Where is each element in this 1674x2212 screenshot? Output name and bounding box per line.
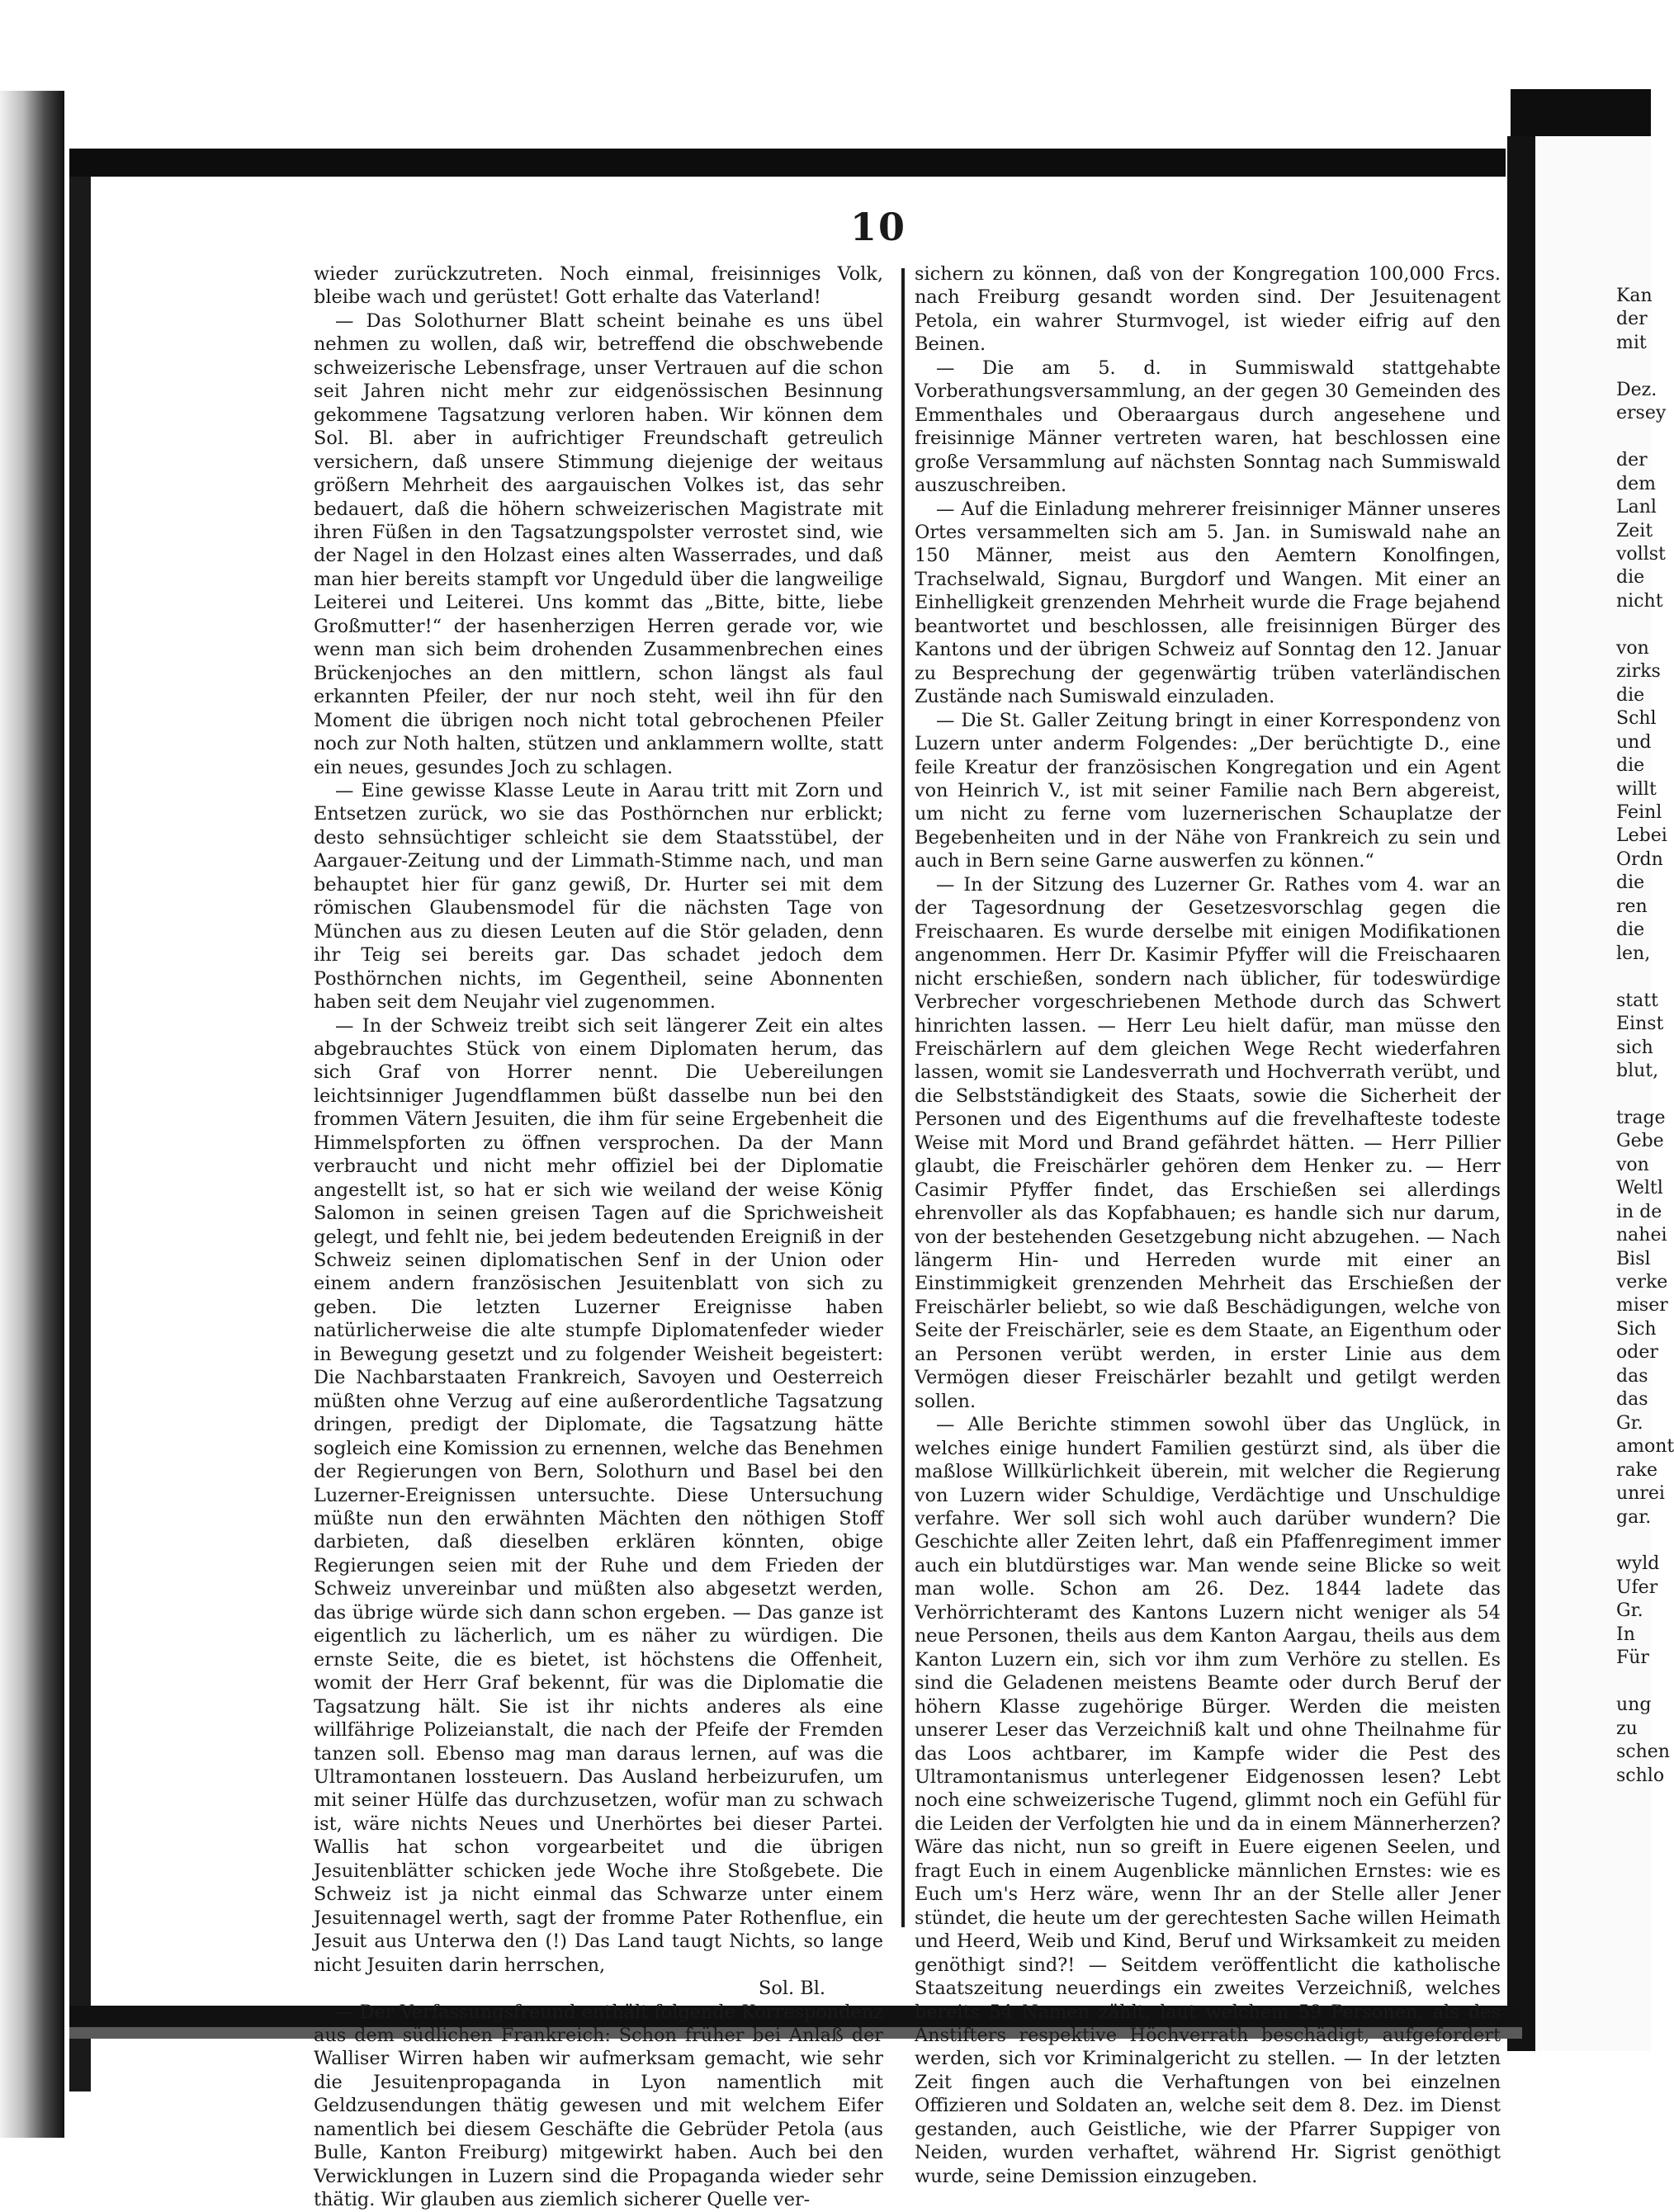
fragment-line: und	[1616, 731, 1652, 753]
fragment-line	[1616, 1529, 1651, 1553]
fragment-line: ersey	[1616, 403, 1667, 424]
fragment-line: schen	[1616, 1742, 1670, 1763]
fragment-line: Dez.	[1616, 379, 1657, 400]
fragment-line: die	[1616, 755, 1645, 777]
fragment-line: das	[1616, 1389, 1648, 1411]
fragment-line: dem	[1616, 473, 1656, 494]
fragment-line: Gr.	[1616, 1600, 1643, 1622]
article-paragraph: — Der Verfassungsfreund enthält folgende Korrespondenz aus dem südlichen Frankreich: Schon früher bei Anlaß der Walliser Wirren haben wir aufmerksam gemacht, wie sehr die Jesuitenpropaganda in Lyon namentlich mit Geldzusendungen thätig gewesen und mit welchem Eifer namentlich bei diesem Geschäfte die Gebrüder Petola (aus Bulle, Kanton Freiburg) mitgewirkt haben. Auch bei den Verwicklungen in Luzern sind die Propaganda wieder sehr thätig. Wir glauben aus ziemlich sicherer Quelle ver-	[314, 2001, 883, 2211]
fragment-line: Lanl	[1616, 497, 1657, 518]
fragment-line: schlo	[1616, 1765, 1665, 1786]
fragment-line: Gebe	[1616, 1131, 1664, 1152]
fragment-line: zu	[1616, 1718, 1638, 1739]
article-paragraph: — In der Schweiz treibt sich seit längerer Zeit ein altes abgebrauchtes Stück von einem Diplomaten herum, das sich Graf von Horrer nennt. Die Uebereilungen leichtsinniger Jugendflammen büßt dasselbe nun bei den frommen Vätern Jesuiten, die ihm für seine Ergebenheit die Himmelspforten zu öffnen versprochen. Da der Mann verbraucht und nicht mehr offiziel bei der Diplomatie angestellt ist, so hat er sich wie weiland der weise König Salomon in seinen greisen Tagen auf die Sprichweisheit gelegt, und fehlt nie, bei jedem bedeutenden Ereigniß in der Schweiz seinen diplomatischen Senf in der Union oder einem andern französischen Jesuitenblatt von sich zu geben. Die letzten Luzerner Ereignisse haben natürlicherweise die alte stumpfe Diplomatenfeder wieder in Bewegung gesetzt und zu folgender Weisheit begeistert: Die Nachbarstaaten Frankreich, Savoyen und Oesterreich müßten ohne Verzug auf eine außerordentliche Tagsatzung dringen, predigt der Diplomate, die Tagsatzung hätte sogleich eine Komission zu ernennen, welche das Benehmen der Regierungen von Bern, Solothurn und Basel bei den Luzerner-Ereignissen untersuchte. Diese Untersuchung müßte nun den erwähnten Mächten den nöthigen Stoff darbieten, daß dieselben erklären könnten, obige Regierungen seien mit der Ruhe und dem Frieden der Schweiz unvereinbar und müßten also abgesetzt werden, das übrige würde sich dann schon ergeben. — Das ganze ist eigentlich zu lächerlich, um es näher zu würdigen. Die ernste Seite, die es bietet, ist höchstens die Offenheit, womit der Herr Graf bekennt, für was die Diplomatie die Tagsatzung hält. Sie ist ihr nichts anderes als eine willfährige Polizeianstalt, die nach der Pfeife der Fremden tanzen soll. Ebenso mag man daraus lernen, auf was die Ultramontanen lossteuern. Das Ausland herbeizurufen, um mit seiner Hülfe das durchzusetzen, wofür man zu schwach ist, wäre nichts Neues und Unerhörtes bei dieser Partei. Wallis hat schon vorgearbeitet und die übrigen Jesuitenblätter schicken jede Woche ihre Stoßgebete. Die Schweiz ist ja nicht einmal das Schwarze unter einem Jesuitennagel werth, sagt der fromme Pater Rothenflue, ein Jesuit aus Unterwa den (!) Das Land taugt Nichts, so lange nicht Jesuiten darin herrschen,	[314, 1014, 883, 1976]
fragment-line: in de	[1616, 1201, 1662, 1222]
fragment-line	[1616, 355, 1651, 378]
fragment-line: oder	[1616, 1342, 1658, 1364]
fragment-line: mit	[1616, 332, 1647, 353]
fragment-line: statt	[1616, 990, 1658, 1011]
article-paragraph: sichern zu können, daß von der Kongregation 100,000 Frcs. nach Freiburg gesandt worden sind. Der Jesuitenagent Petola, ein wahrer Sturmvogel, ist wieder eifrig auf den Beinen.	[915, 263, 1501, 356]
fragment-line	[1616, 1083, 1651, 1106]
fragment-line: gar.	[1616, 1506, 1652, 1528]
fragment-line: Kan	[1616, 286, 1653, 306]
scan-edge-top-right	[1511, 89, 1651, 139]
article-paragraph: — In der Sitzung des Luzerner Gr. Rathes vom 4. war an der Tagesordnung der Gesetzesvorschlag gegen die Freischaaren. Es wurde derselbe mit einigen Modifikationen angenommen. Herr Dr. Kasimir Pfyffer will die Freischaaren nicht erschießen, sondern nach üblicher, für todeswürdige Verbrecher vorgeschriebenen Methode durch das Schwert hinrichten lassen. — Herr Leu hielt dafür, man müsse den Freischärlern auf dem gleichen Wege Recht wiederfahren lassen, womit sie Landesverrath und Hochverrath verübt, und die Selbstständigkeit des Staats, sowie die Sicherheit der Personen und des Eigenthums auf die frevelhafteste todeste Weise mit Mord und Brand gefährdet hätten. — Herr Pillier glaubt, die Freischärler gehören dem Henker zu. — Herr Casimir Pfyffer findet, das Erschießen sei allerdings ehrenvoller als das Kopfabhauen; es handle sich nur darum, von der bestehenden Gesetzgebung nicht abzugehen. — Nach längerm Hin- und Herreden wurde mit einer an Einstimmigkeit grenzenden Mehrheit das Erschießen der Freischärler beliebt, so wie daß Beschädigungen, welche von Seite der Freischärler, seie es dem Staate, an Eigenthum oder an Personen verübt werden, in erster Linie aus dem Vermögen dieser Freischärler bezahlt und getilgt werden sollen.	[915, 873, 1501, 1412]
article-source: Sol. Bl.	[759, 1978, 825, 2000]
fragment-line: von	[1616, 637, 1649, 659]
fragment-line: wyld	[1616, 1553, 1660, 1575]
fragment-line: blut,	[1616, 1060, 1659, 1081]
fragment-line: die	[1616, 567, 1645, 588]
fragment-line: rake	[1616, 1459, 1657, 1481]
fragment-line: sich	[1616, 1037, 1653, 1058]
article-paragraph: wieder zurückzutreten. Noch einmal, freisinniges Volk, bleibe wach und gerüstet! Gott erhalte das Vaterland!	[314, 263, 883, 309]
fragment-line: die	[1616, 872, 1645, 894]
fragment-line	[1616, 426, 1651, 449]
fragment-line: Bisl	[1616, 1248, 1651, 1269]
right-column	[915, 262, 1501, 2188]
fragment-line: Weltl	[1616, 1178, 1663, 1199]
fragment-line: Ordn	[1616, 848, 1663, 870]
article-paragraph: — Auf die Einladung mehrerer freisinniger Männer unseres Ortes versammelten sich am 5. Jan. in Sumiswald nahe an 150 Männer, meist aus den Aemtern Konolfingen, Trachselwald, Signau, Burgdorf und Wangen. Mit einer an Einhelligkeit grenzenden Mehrheit wurde die Frage bejahend beantwortet und beschlossen, alle freisinnigen Bürger des Kantons und der übrigen Schweiz auf Sonntag den 12. Januar zu Besprechung der gegenwärtig trüben vaterländischen Zustände nach Sumiswald einzuladen.	[915, 498, 1501, 708]
scan-border-left	[69, 177, 91, 2091]
fragment-line	[1616, 1671, 1651, 1694]
fragment-line: trage	[1616, 1107, 1666, 1128]
fragment-line: Für	[1616, 1647, 1649, 1669]
fragment-line: vollst	[1616, 543, 1666, 565]
left-column	[314, 262, 883, 2212]
fragment-line: Lebei	[1616, 825, 1667, 847]
fragment-line: ung	[1616, 1694, 1652, 1716]
next-page-fragments	[1616, 285, 1674, 1788]
fragment-line: amont	[1616, 1436, 1674, 1458]
fragment-line: nahei	[1616, 1225, 1667, 1246]
fragment-line: von	[1616, 1154, 1649, 1175]
fragment-line: Gr.	[1616, 1412, 1643, 1434]
fragment-line	[1616, 613, 1651, 636]
fragment-line: Einst	[1616, 1014, 1664, 1035]
article-paragraph: — Alle Berichte stimmen sowohl über das Unglück, in welches einige hundert Familien gestürzt sind, als über die maßlose Willkürlichkeit überein, mit welcher die Regierung von Luzern wider Schuldige, Verdächtige und Unschuldige verfahre. Wer soll sich wohl auch darüber wundern? Die Geschichte aller Zeiten lehrt, daß ein Pfaffenregiment immer auch ein blutdürstiges war. Man wende seine Blicke so weit man wolle. Schon am 26. Dez. 1844 ladete das Verhörrichteramt des Kantons Luzern nicht weniger als 54 neue Personen, theils aus dem Kanton Aargau, theils aus dem Kanton Luzern ein, sich vor ihm zum Verhöre zu stellen. Es sind die Geladenen meistens Beamte oder durch Beruf der höhern Klasse zugehörige Bürger. Werden die meisten unserer Leser das Verzeichniß kalt und ohne Theilnahme für das Loos achtbarer, im Kampfe wider die Pest des Ultramontanismus unterlegener Eidgenossen lesen? Lebt noch eine schweizerische Tugend, glimmt noch ein Gefühl für die Leiden der Verfolgten hie und da in einem Männerherzen? Wäre das nicht, nun so greift in Euere eigenen Seelen, und fragt Euch in einem Augenblicke männlichen Ernstes: wie es Euch um's Herz wäre, wenn Ihr an der Stelle aller Jener stündet, die heute um der gerechtesten Sache willen Heimath und Heerd, Weib und Kind, Beruf und Wirksamkeit zu meiden genöthigt sind?! — Seitdem veröffentlicht die katholische Staatszeitung neuerdings ein zweites Verzeichniß, welches bereits 54 Namen zählt, laut welchem 59 Personen, als des Anstifters respektive Höchverrath beschädigt, aufgefordert werden, sich vor Kriminalgericht zu stellen. — In der letzten Zeit fingen auch die Verhaftungen von bei einzelnen Offizieren und Soldaten an, welche seit dem 8. Dez. im Dienst gestanden, auch Geistliche, wie der Pfarrer Suppiger von Neiden, wurden verhaftet, während Hr. Sigrist genöthigt wurde, seine Demission einzugeben.	[915, 1414, 1501, 2187]
fragment-line: ren	[1616, 896, 1648, 917]
fragment-line: der	[1616, 309, 1648, 330]
scan-edge-top	[69, 149, 1506, 177]
fragment-line: die	[1616, 919, 1645, 941]
fragment-line: Feinl	[1616, 801, 1662, 823]
article-paragraph: — Die am 5. d. in Summiswald stattgehabte Vorberathungsversammlung, an der gegen 30 Gemeinden des Emmenthales und Oberaargaus durch angesehene und freisinnige Männer vertreten waren, hat beschlossen eine große Versammlung auf nächsten Sonntag nach Summiswald auszuschreiben.	[915, 357, 1501, 497]
column-divider	[901, 268, 905, 1927]
fragment-line: das	[1616, 1365, 1648, 1387]
fragment-line: nicht	[1616, 590, 1663, 612]
fragment-line: unrei	[1616, 1483, 1665, 1505]
fragment-line: Sich	[1616, 1318, 1657, 1340]
fragment-line: die	[1616, 684, 1645, 706]
article-paragraph: — Eine gewisse Klasse Leute in Aarau tritt mit Zorn und Entsetzen zurück, wo sie das Posthörnchen nur erblickt; desto sehnsüchtiger schleicht sie dem Staatsstübel, der Aargauer-Zeitung und der Limmath-Stimme nach, und man behauptet hier für ganz gewiß, Dr. Hurter sei mit dem römischen Glaubensmodel für die nächsten Tage von München aus zu diesen Leuten auf die Stör geladen, denn ihr Teig sei bereits gar. Das schadet jedoch dem Posthörnchen nichts, im Gegentheil, seine Abonnenten haben seit dem Neujahr viel zugenommen.	[314, 779, 883, 1014]
fragment-line: Zeit	[1616, 520, 1653, 541]
article-paragraph: — Das Solothurner Blatt scheint beinahe es uns übel nehmen zu wollen, daß wir, betreffend die obschwebende schweizerische Lebensfrage, unser Vertrauen auf die schon seit Jahren nicht mehr zur eidgenössischen Besinnung gekommene Tagsatzung verloren haben. Wir können dem Sol. Bl. aber in aufrichtiger Freundschaft getreulich versichern, daß unsere Stimmung diejenige der weitaus größern Mehrheit des aargauischen Volkes ist, das sehr bedauert, daß die höhern schweizerischen Magistrate mit ihren Füßen in den Tagsatzungspolster verrostet sind, wie der Nagel in den Holzast eines alten Wasserrades, und daß man hier bereits stampft vor Ungeduld über die langweilige Leiterei und Leiterei. Uns kommt das „Bitte, bitte, liebe Großmutter!“ der hasenherzigen Herren gerade vor, wie wenn man sich beim drohenden Zusammenbrechen eines Brückenjoches an den mittlern, schon längst als faul erkannten Pfeiler, der nur noch steht, weil ihn für den Moment die übrigen noch nicht total gebrochenen Pfeiler noch zur Noth halten, stützen und anklammern wollte, statt ein neues, gesundes Joch zu schlagen.	[314, 310, 883, 778]
fragment-line: In	[1616, 1624, 1635, 1645]
fragment-line: verke	[1616, 1272, 1668, 1293]
fragment-line: willt	[1616, 778, 1657, 800]
article-paragraph: — Die St. Galler Zeitung bringt in einer Korrespondenz von Luzern unter anderm Folgendes: „Der berüchtigte D., eine feile Kreatur der französischen Kongregation und ein Agent von Heinrich V., ist mit seiner Familie nach Bern abgereist, um nicht zu ferne vom luzernerischen Schauplatze der Begebenheiten und in der Nähe von Frankreich zu sein und auch in Bern seine Garne auswerfen zu können.“	[915, 709, 1501, 872]
fragment-line	[1616, 966, 1651, 989]
page-number: 10	[850, 205, 907, 249]
fragment-line: Ufer	[1616, 1576, 1658, 1598]
fragment-line: miser	[1616, 1295, 1668, 1316]
fragment-line: Schl	[1616, 708, 1657, 730]
scan-edge-left	[0, 91, 64, 2138]
scan-border-right	[1507, 136, 1535, 2051]
fragment-line: zirks	[1616, 661, 1661, 683]
fragment-line: der	[1616, 450, 1648, 471]
fragment-line: len,	[1616, 943, 1651, 964]
